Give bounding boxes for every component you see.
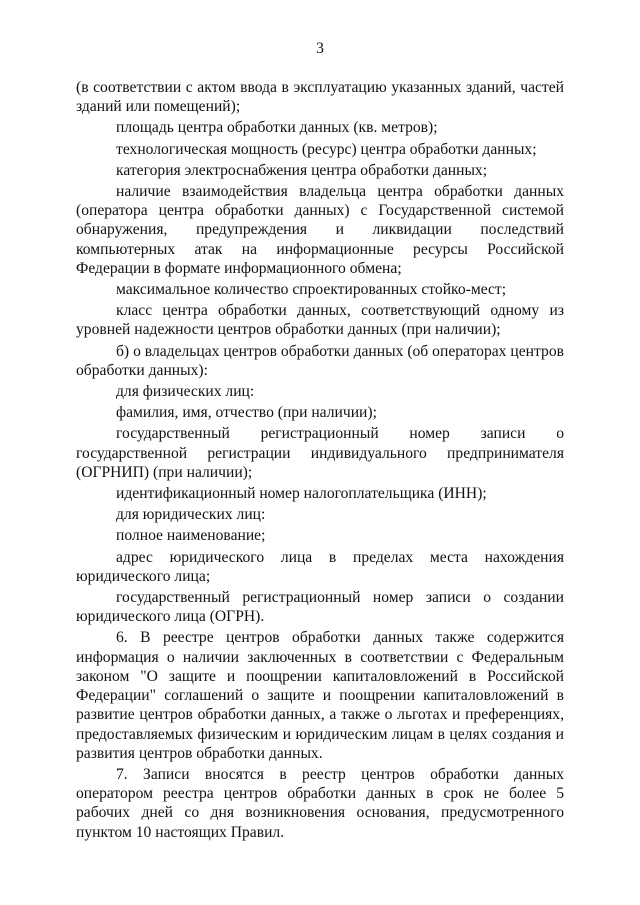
heading-individuals: для физических лиц: — [116, 383, 255, 401]
paragraph-continuation: (в соответствии с актом ввода в эксплуатацию указанных зданий, частей зданий или помещений); — [76, 79, 564, 116]
list-item-capacity: технологическая мощность (ресурс) центра обработки данных; — [116, 140, 537, 158]
list-item-company-address: адрес юридического лица в пределах места нахождения юридического лица; — [76, 548, 564, 585]
list-item-rack-places: максимальное количество спроектированных стойко-мест; — [116, 281, 507, 299]
list-item-full-name: фамилия, имя, отчество (при наличии); — [116, 404, 377, 422]
list-item-gossopka-interaction: наличие взаимодействия владельца центра обработки данных (оператора центра обработки данных) с Государственной системой обнаружения, предупреждения и ликвидации последствий компьютерных атак на информационные ресурсы Российской Федерации в формате информационного обмена; — [76, 183, 564, 277]
subsection-b-owners: б) о владельцах центров обработки данных (об операторах центров обработки данных): — [76, 342, 564, 379]
page-number: 3 — [316, 40, 324, 57]
paragraph-6: 6. В реестре центров обработки данных также содержится информация о наличии заключенных в соответствии с Федеральным законом "О защите и поощрении капиталовложений в Российской Федерации" соглашений о защите и поощрении капиталовложений в развитие центров обработки данных, а также о льготах и преференциях, предоставляемых физическим и юридическим лицам в целях создания и развития центров обработки данных. — [76, 629, 564, 762]
list-item-power-category: категория электроснабжения центра обработки данных; — [116, 161, 488, 179]
list-item-company-name: полное наименование; — [116, 527, 266, 545]
list-item-ogrn: государственный регистрационный номер записи о создании юридического лица (ОГРН). — [76, 589, 564, 626]
heading-legal-entities: для юридических лиц: — [116, 506, 266, 524]
list-item-area: площадь центра обработки данных (кв. метров); — [116, 119, 438, 137]
document-body — [76, 78, 564, 842]
list-item-reliability-class: класс центра обработки данных, соответствующий одному из уровней надежности центров обработки данных (при наличии); — [76, 302, 564, 339]
paragraph-7: 7. Записи вносятся в реестр центров обработки данных оператором реестра центров обработки данных в срок не более 5 рабочих дней со дня возникновения основания, предусмотренного пунктом 10 настоящих Правил. — [76, 765, 564, 841]
list-item-ogrnip: государственный регистрационный номер записи о государственной регистрации индивидуального предпринимателя (ОГРНИП) (при наличии); — [76, 425, 564, 481]
list-item-inn: идентификационный номер налогоплательщика (ИНН); — [116, 485, 487, 503]
